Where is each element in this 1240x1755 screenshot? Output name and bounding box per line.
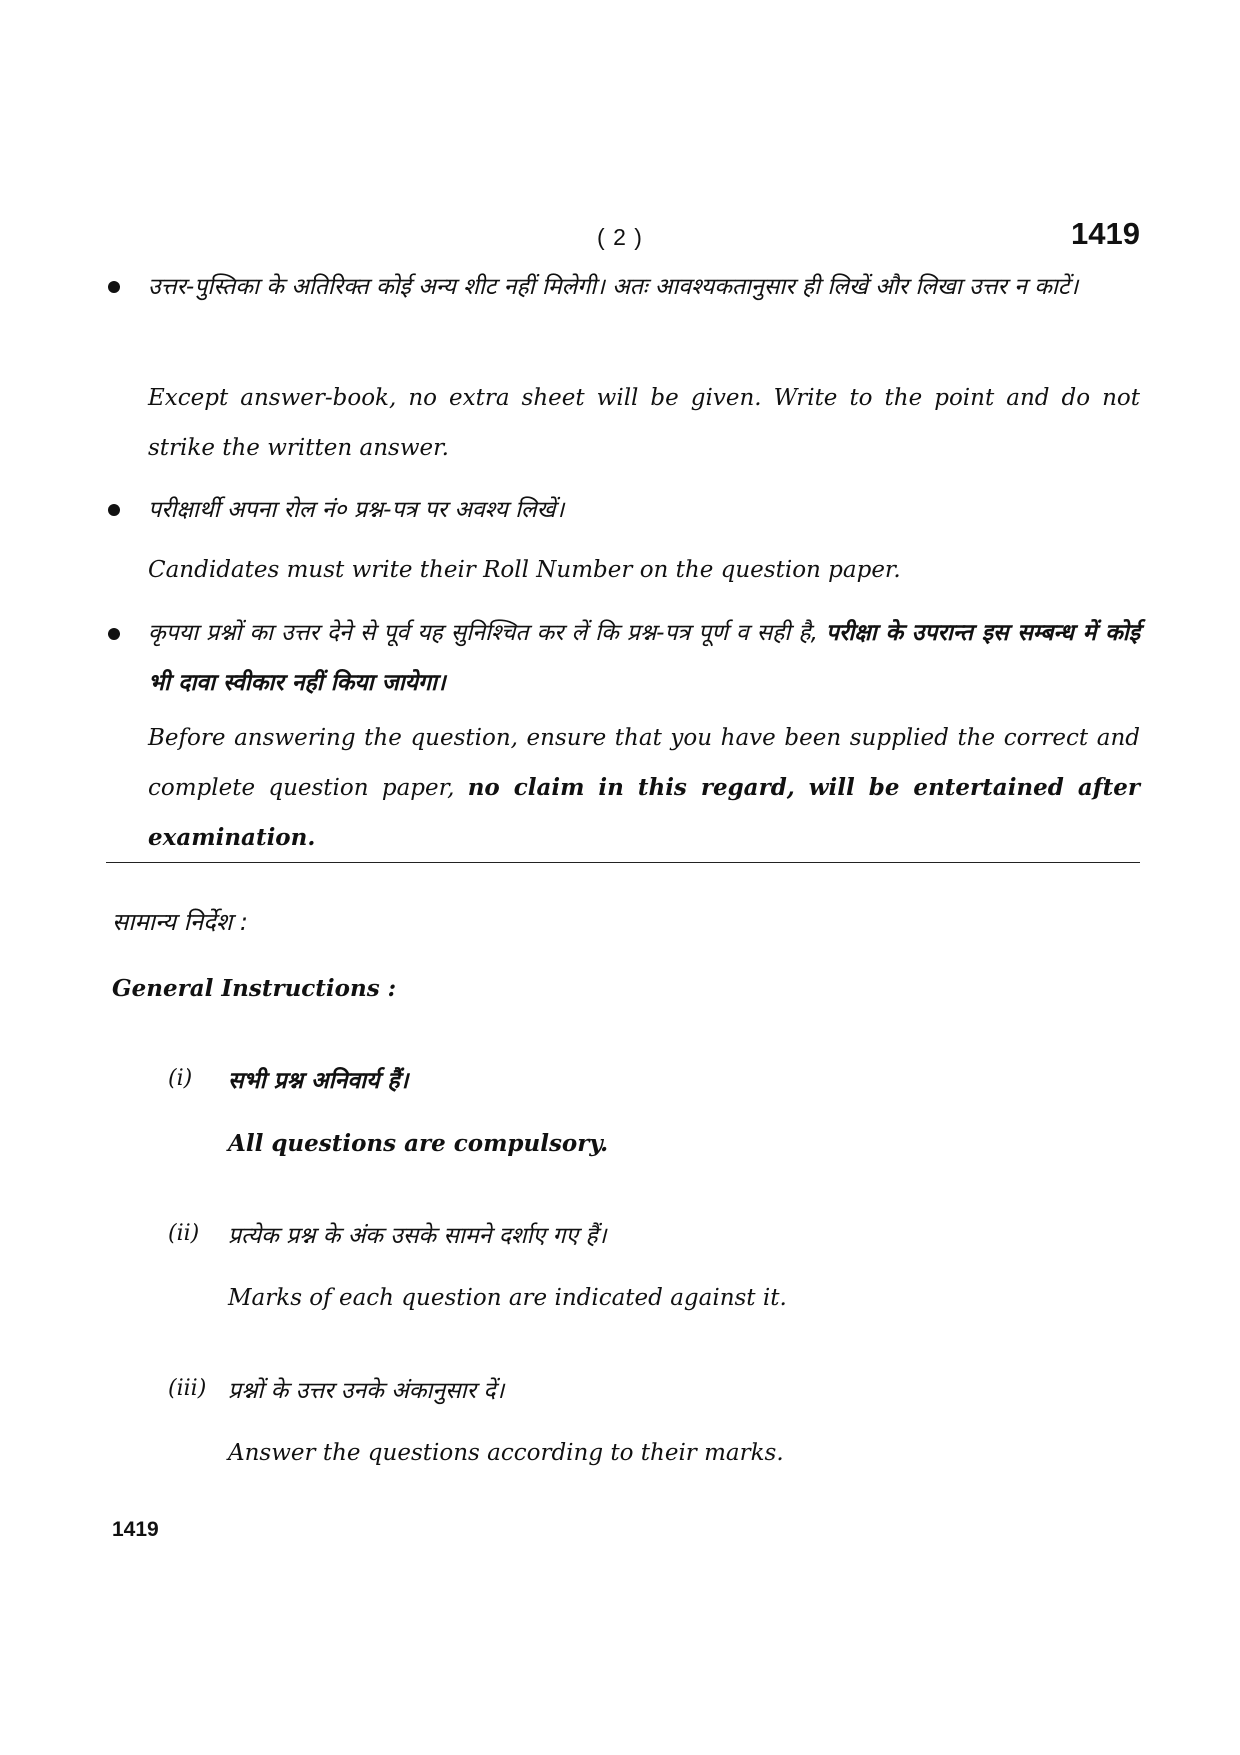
note-3-english-text: Before answering the question, ensure that you have been supplied the correct and complete question paper, — [148, 725, 1140, 801]
paper-code-header: 1419 — [1071, 216, 1140, 251]
instruction-3-hindi: प्रश्नों के उत्तर उनके अंकानुसार दें। — [228, 1378, 505, 1404]
note-3-english-bold: no claim in this regard, will be entertained after examination. — [148, 774, 1141, 851]
note-3-english — [148, 713, 1140, 863]
general-instructions-heading-hindi: सामान्य निर्देश : — [112, 908, 248, 936]
general-instructions-heading-english: General Instructions : — [112, 975, 397, 1002]
note-1-english: Except answer-book, no extra sheet will be given. Write to the point and do not strike the written answer. — [148, 385, 1140, 461]
bullet-note-2 — [108, 504, 120, 516]
page-number: ( 2 ) — [597, 224, 643, 250]
note-3-hindi-bold: परीक्षा के उपरान्त इस सम्बन्ध में कोई भी दावा स्वीकार नहीं किया जायेगा। — [148, 620, 1140, 696]
section-divider — [106, 862, 1140, 863]
bullet-note-3 — [108, 628, 120, 640]
note-2-hindi: परीक्षार्थी अपना रोल नं० प्रश्न-पत्र पर अवश्य लिखें। — [148, 497, 565, 523]
note-3-hindi — [148, 608, 1140, 708]
note-2-english: Candidates must write their Roll Number on the question paper. — [148, 557, 901, 583]
instruction-1-hindi: सभी प्रश्न अनिवार्य हैं। — [228, 1068, 409, 1094]
note-3-hindi-text: कृपया प्रश्नों का उत्तर देने से पूर्व यह सुनिश्चित कर लें कि प्रश्न-पत्र पूर्ण व सही है, — [148, 620, 818, 646]
instruction-3-number: (iii) — [168, 1376, 207, 1401]
instruction-2-number: (ii) — [168, 1221, 200, 1246]
instruction-3-english: Answer the questions according to their marks. — [228, 1440, 784, 1466]
instruction-1-english: All questions are compulsory. — [228, 1130, 609, 1157]
bullet-note-1 — [108, 281, 120, 293]
note-1-hindi: उत्तर-पुस्तिका के अतिरिक्त कोई अन्य शीट नहीं मिलेगी। अतः आवश्यकतानुसार ही लिखें और लिखा उत्तर न काटें। — [148, 274, 1079, 300]
instruction-1-number: (i) — [168, 1066, 193, 1091]
instruction-2-hindi: प्रत्येक प्रश्न के अंक उसके सामने दर्शाए गए हैं। — [228, 1223, 607, 1249]
instruction-2-english: Marks of each question are indicated against it. — [228, 1285, 787, 1311]
paper-code-footer: 1419 — [112, 1518, 159, 1541]
